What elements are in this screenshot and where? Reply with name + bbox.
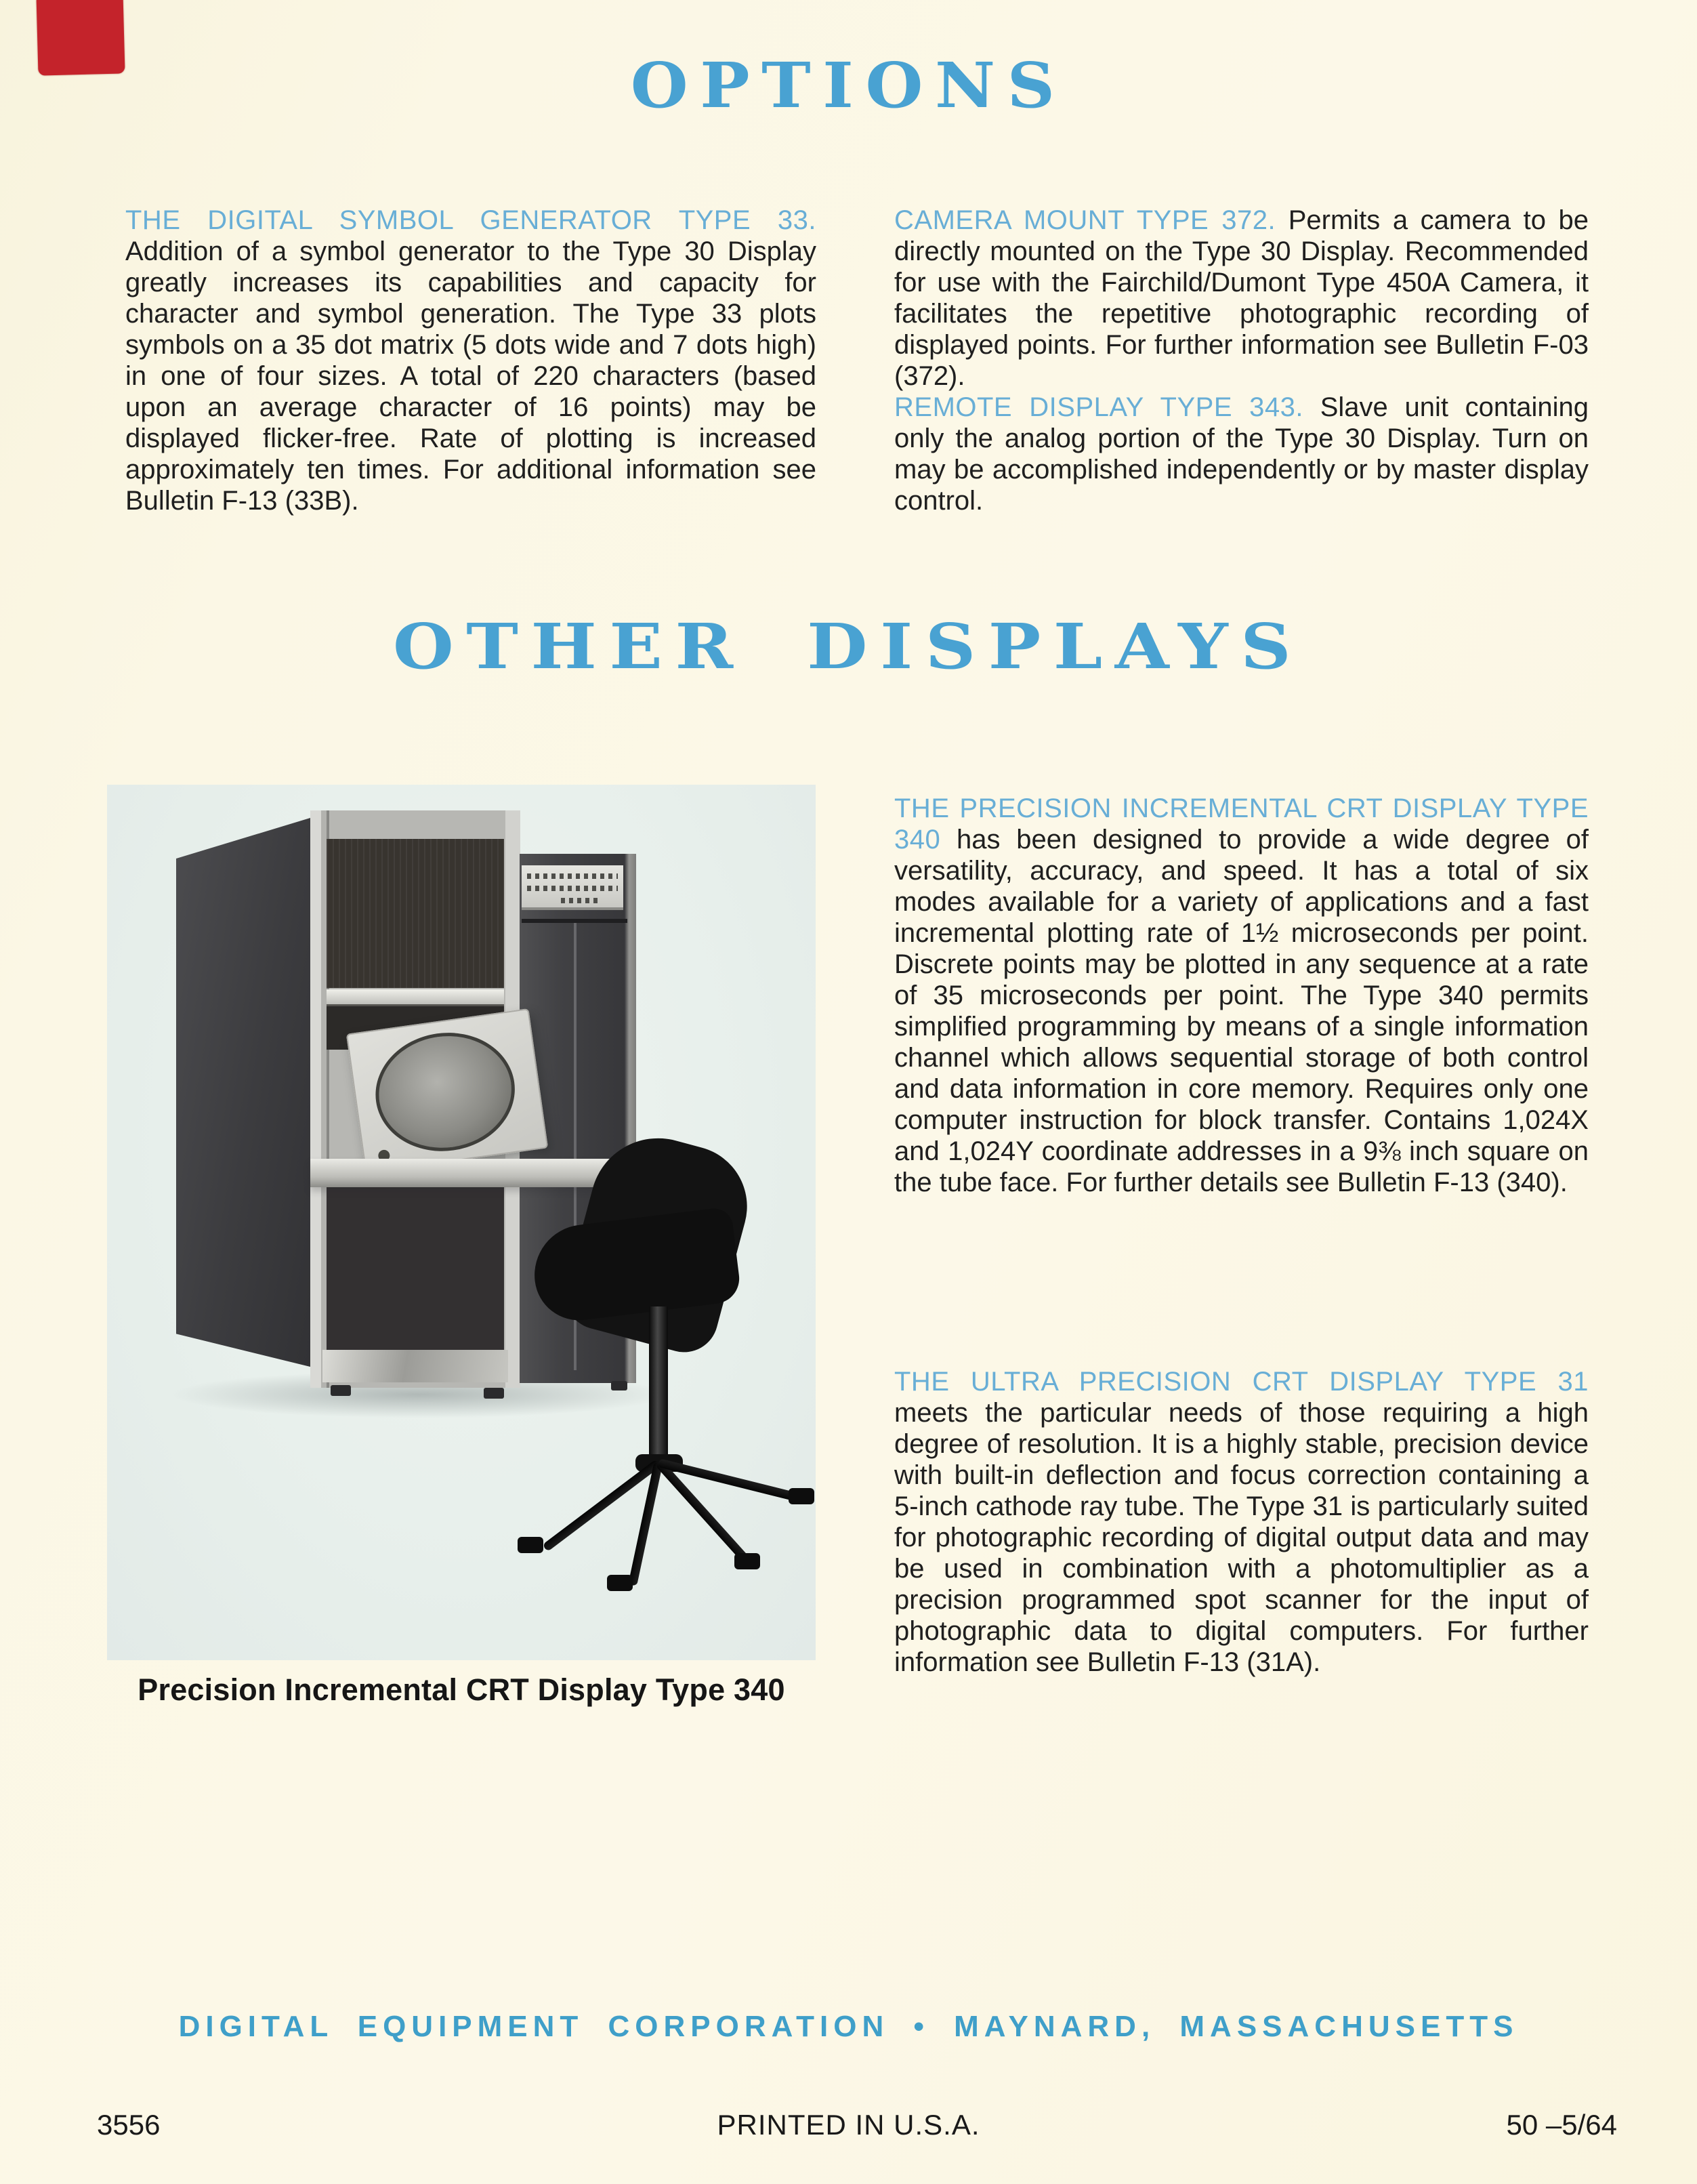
section-title <box>0 610 1697 683</box>
imprint-row <box>0 2109 1697 2143</box>
heading-type-33: THE DIGITAL SYMBOL GENERATOR TYPE 33. <box>125 205 816 235</box>
photo-caption: Precision Incremental CRT Display Type 340 <box>138 1672 785 1707</box>
cabinet-shelf-trim <box>327 989 504 1004</box>
cabinet-foot <box>611 1381 627 1390</box>
chair-pedestal <box>649 1306 668 1469</box>
paragraph-symbol-generator <box>125 205 816 516</box>
body-type-372: Permits a camera to be directly mounted on the Type 30 Display. Recommended for use with the Fairchild/Dumont Type 450A Camera, it facilitates the repetitive photographic recording of displayed points. For further information see Bulletin F-03 (372). <box>894 205 1589 391</box>
chair-foot <box>734 1553 760 1569</box>
column-type-340 <box>894 793 1589 1198</box>
body-type-31: meets the particular needs of those requiring a high degree of resolution. It is a highly stable, precision device with built-in deflection and focus correction containing a 5-inch cathode ray tube. The Type 31 is particularly suited for photographic recording of digital output data and may be used in combination with a photomultiplier as a precision programmed spot scanner for the input of photographic data to digital computers. For further information see Bulletin F-13 (31A). <box>894 1398 1589 1677</box>
section-title-text: OTHER DISPLAYS <box>393 610 1304 683</box>
paragraph-type-340 <box>894 793 1589 1198</box>
company-address-line: DIGITAL EQUIPMENT CORPORATION • MAYNARD, MASSACHUSETTS <box>178 2010 1519 2043</box>
heading-type-340: THE PRECISION INCREMENTAL CRT DISPLAY TYPE 340 <box>894 794 1589 854</box>
product-photo-type-340 <box>107 785 816 1660</box>
document-number: 3556 <box>97 2109 161 2141</box>
crt-bezel <box>346 1008 548 1174</box>
indicator-row <box>527 886 618 891</box>
printed-in-usa: PRINTED IN U.S.A. <box>717 2109 980 2141</box>
column-type-31 <box>894 1366 1589 1678</box>
chair-foot <box>607 1575 633 1591</box>
crt-screen <box>368 1024 522 1160</box>
column-camera-remote <box>894 205 1589 516</box>
cabinet-foot <box>331 1385 351 1396</box>
indicator-row <box>527 873 618 879</box>
indicator-row <box>561 898 599 903</box>
cabinet-lower-panel <box>327 1186 504 1350</box>
cabinet-foot <box>484 1388 504 1399</box>
print-code: 50 –5/64 <box>1506 2109 1617 2141</box>
column-symbol-generator <box>125 205 816 516</box>
heading-type-343: REMOTE DISPLAY TYPE 343. <box>894 392 1304 422</box>
heading-type-31: THE ULTRA PRECISION CRT DISPLAY TYPE 31 <box>894 1367 1589 1397</box>
paragraph-type-31 <box>894 1366 1589 1678</box>
body-type-343: Slave unit containing only the analog portion of the Type 30 Display. Turn on may be accomplished independently or by master display control. <box>894 392 1589 516</box>
heading-type-372: CAMERA MOUNT TYPE 372. <box>894 205 1276 235</box>
cabinet-top-panel <box>327 839 504 988</box>
chair-foot <box>789 1488 814 1504</box>
page-title <box>0 49 1697 122</box>
chair-foot <box>518 1537 543 1553</box>
body-type-340: has been designed to provide a wide degree of versatility, accuracy, and speed. It has a total of six modes available for a variety of applications and a fast incremental plotting rate of 1½ microseconds per point. Discrete points may be plotted in any sequence at a rate of 35 microseconds per point. The Type 340 permits simplified programming by means of a single information channel which allows sequential storage of both control and data information in core memory. Requires only one computer instruction for block transfer. Contains 1,024X and 1,024Y coordinate addresses in a 9⅜ inch square on the tube face. For further details see Bulletin F-13 (340). <box>894 825 1589 1197</box>
body-type-33: Addition of a symbol generator to the Type 30 Display greatly increases its capabilities and capacity for character and symbol generation. The Type 33 plots symbols on a 35 dot matrix (5 dots wide and 7 dots high) in one of four sizes. A total of 220 characters (based upon an average character of 16 points) may be displayed flicker-free. Rate of plotting is increased approximately ten times. For additional information see Bulletin F-13 (33B). <box>125 236 816 516</box>
paragraph-remote-display <box>894 392 1589 516</box>
page-title-text: OPTIONS <box>630 49 1067 122</box>
kick-plate <box>322 1350 508 1382</box>
control-panel <box>522 865 623 910</box>
paragraph-camera-mount <box>894 205 1589 392</box>
cabinet-side-panel <box>176 818 310 1367</box>
